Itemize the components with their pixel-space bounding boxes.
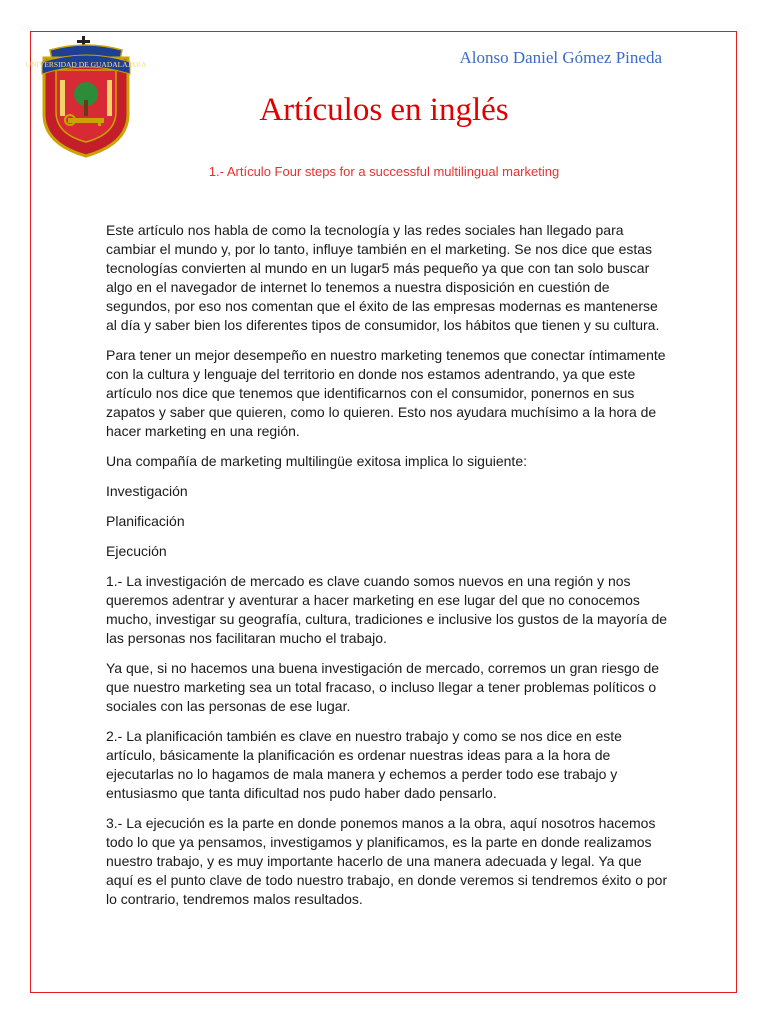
paragraph: 3.- La ejecución es la parte en donde ponemos manos a la obra, aquí nosotros hacemos todo lo que ya pensamos, investigamos y planificamos, es la parte en donde realizamos nuestro trabajo, y es muy importante hacerlo de una manera adecuada y legal. Ya que aquí es el punto clave de todo nuestro trabajo, en donde veremos si tendremos éxito o por lo contrario, tendremos malos resultados.	[106, 815, 668, 907]
author-name: Alonso Daniel Gómez Pineda	[459, 48, 662, 67]
paragraph: Para tener un mejor desempeño en nuestro marketing tenemos que conectar íntimamente con la cultura y lenguaje del territorio en donde nos estamos adentrando, ya que este artículo nos dice que tenemos que identificarnos con el consumidor, ponernos en sus zapatos y saber que quieren, como lo quieren. Esto nos ayudara muchísimo a la hora de hacer marketing en una región.	[106, 347, 666, 439]
page-title: Artículos en inglés	[259, 92, 509, 128]
paragraph: 2.- La planificación también es clave en nuestro trabajo y como se nos dice en este artículo, básicamente la planificación es ordenar nuestras ideas para a la hora de ejecutarlas no lo hagamos de mala manera y echemos a perder todo ese trabajo y entusiasmo que tanta dificultad nos pudo haber dado pensarlo.	[106, 728, 622, 801]
paragraph: Este artículo nos habla de como la tecnología y las redes sociales han llegado para cambiar el mundo y, por lo tanto, influye también en el marketing. Se nos dice que estas tecnologías convierten al mundo en un lugar5 más pequeño ya que con tan solo buscar algo en el navegador de internet lo tenemos a nuestra disposición en cuestión de segundos, por eso nos comentan que el éxito de las empresas modernas es mantenerse al día y saber bien los diferentes tipos de consumidor, los hábitos que tienen y su cultura.	[106, 222, 660, 333]
paragraph: Ya que, si no hacemos una buena investigación de mercado, corremos un gran riesgo de que nuestro marketing sea un total fracaso, o incluso llegar a tener problemas políticos o sociales con las personas de ese lugar.	[106, 660, 660, 714]
list-item: Planificación	[106, 513, 185, 529]
list-item: Investigación	[106, 483, 188, 499]
article-subtitle: 1.- Artículo Four steps for a successful multilingual marketing	[208, 164, 560, 179]
paragraph: Una compañía de marketing multilingüe exitosa implica lo siguiente:	[106, 453, 527, 469]
list-item: Ejecución	[106, 543, 167, 559]
paragraph: 1.- La investigación de mercado es clave cuando somos nuevos en una región y nos queremos adentrar y aventurar a hacer marketing en ese lugar del que no conocemos mucho, investigar su geografía, cultura, tradiciones e inclusive los gustos de la mayoría de las personas nos facilitaran mucho el trabajo.	[106, 573, 668, 646]
svg-text:UNIVERSIDAD DE GUADALAJARA: UNIVERSIDAD DE GUADALAJARA	[25, 60, 147, 69]
article-body	[106, 221, 668, 920]
